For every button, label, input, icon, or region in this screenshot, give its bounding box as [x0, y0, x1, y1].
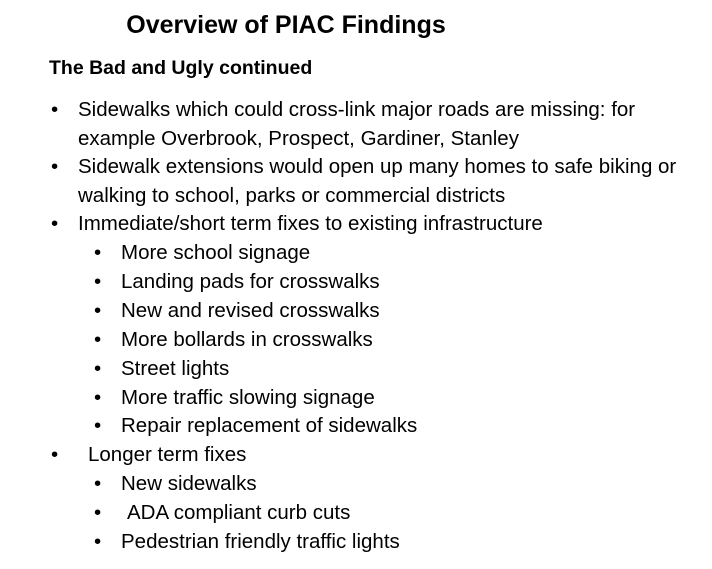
sublist-item-text: More traffic slowing signage — [121, 385, 375, 409]
sublist-item — [0, 268, 712, 297]
sublist-item-text: Landing pads for crosswalks — [121, 269, 380, 293]
sublist-item-text: More bollards in crosswalks — [121, 327, 373, 351]
list-item — [0, 441, 712, 556]
sublist-item-text: ADA compliant curb cuts — [127, 500, 351, 524]
sublist-item — [0, 355, 712, 384]
bullet-icon: • — [51, 155, 59, 179]
slide-title: Overview of PIAC Findings — [126, 11, 446, 39]
sublist-item — [0, 297, 712, 326]
bullet-icon: • — [94, 240, 102, 264]
bullet-icon: • — [94, 529, 102, 553]
slide-subtitle: The Bad and Ugly continued — [49, 57, 313, 79]
sublist-item — [0, 239, 712, 268]
sublist-item — [0, 470, 712, 499]
list-item-text: Sidewalk extensions would open up many homes to safe biking or walking to school, parks or commercial districts — [78, 155, 677, 207]
sublist-item-text: New sidewalks — [121, 471, 257, 495]
sublist-item-text: Street lights — [121, 356, 230, 380]
bullet-icon: • — [94, 385, 102, 409]
bullet-icon: • — [94, 298, 102, 322]
bullet-icon: • — [51, 443, 59, 467]
bullet-icon: • — [94, 414, 102, 438]
findings-list — [0, 96, 712, 557]
list-item — [0, 153, 712, 210]
bullet-icon: • — [94, 500, 102, 524]
bullet-icon: • — [51, 98, 59, 121]
list-item-text: Longer term fixes — [88, 443, 247, 467]
bullet-icon: • — [51, 212, 59, 236]
sublist-item-text: Pedestrian friendly traffic lights — [121, 529, 400, 553]
bullet-icon: • — [94, 356, 102, 380]
sublist-item-text: Repair replacement of sidewalks — [121, 414, 418, 438]
list-item — [0, 210, 712, 441]
sublist-longer-term-fixes — [78, 470, 712, 557]
sublist-short-term-fixes — [78, 239, 712, 441]
list-item — [0, 96, 712, 153]
bullet-icon: • — [94, 269, 102, 293]
bullet-icon: • — [94, 471, 102, 495]
bullet-icon: • — [94, 327, 102, 351]
sublist-item — [0, 384, 712, 413]
list-item-text: Sidewalks which could cross-link major roads are missing: for example Overbrook, Prospect, Gardiner, Stanley — [78, 98, 636, 150]
sublist-item — [0, 528, 712, 557]
sublist-item — [0, 326, 712, 355]
sublist-item-text: New and revised crosswalks — [121, 298, 380, 322]
list-item-text: Immediate/short term fixes to existing infrastructure — [78, 212, 543, 236]
sublist-item — [0, 412, 712, 441]
sublist-item-text: More school signage — [121, 240, 311, 264]
sublist-item — [0, 499, 712, 528]
